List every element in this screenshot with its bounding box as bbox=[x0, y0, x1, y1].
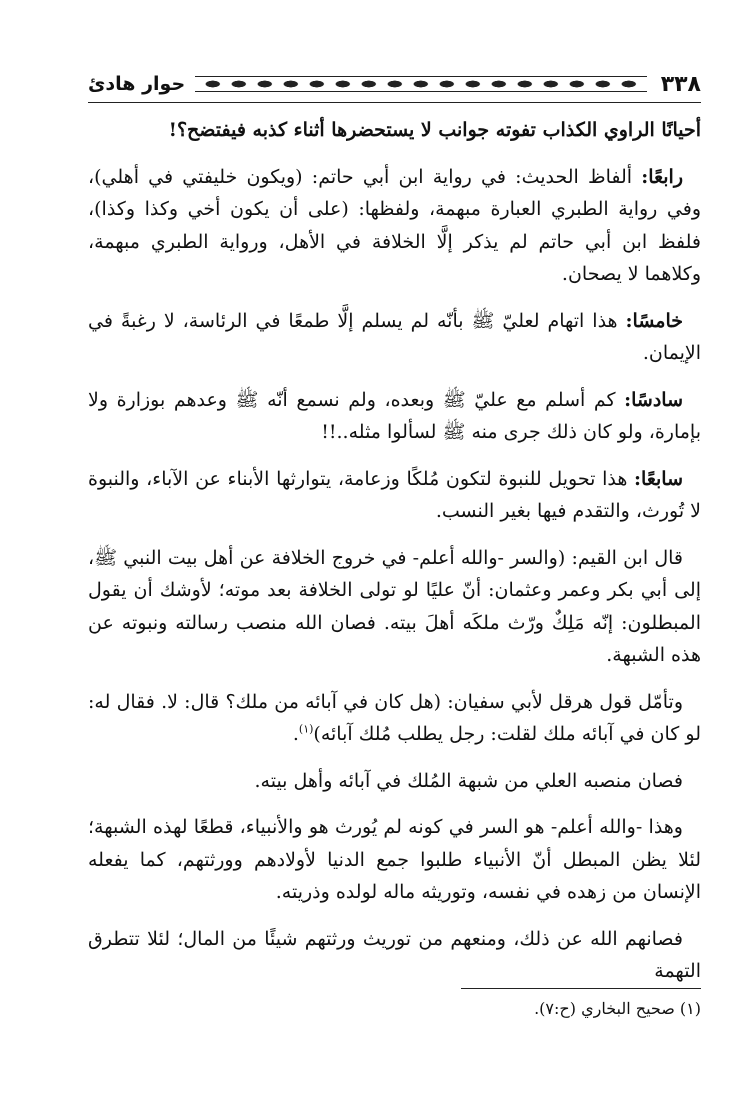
paragraph-text: وهذا -والله أعلم- هو السر في كونه لم يُورث هو والأنبياء، قطعًا لهذه الشبهة؛ لئلا يظن المبطل أنّ الأنبياء طلبوا جمع الدنيا لأولادهم وورثتهم، كما يفعله الإنسان من زهده في نفسه، وتوريثه ماله لولده وذريته. bbox=[88, 816, 701, 903]
paragraph-label: رابعًا: bbox=[641, 165, 683, 188]
paragraph-tail: . bbox=[292, 723, 299, 745]
paragraph bbox=[88, 305, 701, 370]
footnote: (١) صحيح البخاري (ح:٧). bbox=[534, 999, 701, 1018]
main-text bbox=[88, 114, 701, 1002]
paragraph-text: ألفاظ الحديث: في رواية ابن أبي حاتم: (ويكون خليفتي في أهلي)، وفي رواية الطبري العبارة مبهمة، ولفظها: (على أن يكون أخي وكذا وكذا)، فلفظ ابن أبي حاتم لم يذكر إلَّا الخلافة في الأهل، ورواية الطبري مبهمة، وكلاهما لا يصحان. bbox=[88, 165, 701, 285]
footnote-reference[interactable]: (١) bbox=[298, 722, 314, 736]
paragraph-text: فصانهم الله عن ذلك، ومنعهم من توريث ورثتهم شيئًا من المال؛ لئلا تتطرق التهمة bbox=[88, 927, 701, 982]
paragraph bbox=[88, 765, 701, 798]
paragraph-text: أحيانًا الراوي الكذاب تفوته جوانب لا يستحضرها أثناء كذبه فيفتضح؟! bbox=[168, 119, 701, 141]
paragraph-text: هذا تحويل للنبوة لتكون مُلكًا وزعامة، يتوارثها الأبناء عن الآباء، والنبوة لا تُورث، والتقدم فيها بغير النسب. bbox=[88, 467, 701, 522]
paragraph bbox=[88, 811, 701, 909]
paragraph-label: سادسًا: bbox=[624, 388, 683, 411]
paragraph bbox=[88, 923, 701, 988]
ornamental-border bbox=[195, 76, 647, 92]
paragraph-text: وتأمّل قول هرقل لأبي سفيان: (هل كان في آبائه من ملك؟ قال: لا. فقال له: لو كان في آبائه ملك لقلت: رجل يطلب مُلك آبائه) bbox=[88, 690, 701, 745]
paragraph-label: سابعًا: bbox=[634, 467, 683, 490]
paragraph bbox=[88, 384, 701, 449]
page-number: ٣٣٨ bbox=[660, 71, 701, 97]
paragraph-text: كم أسلم مع عليّ ﷺ وبعده، ولم نسمع أنّه ﷺ وعدهم بوزارة ولا بإمارة، ولو كان ذلك جرى منه ﷺ لسألوا مثله..!! bbox=[88, 388, 701, 443]
page-header bbox=[88, 66, 701, 103]
running-title: حوار هادئ bbox=[88, 73, 186, 95]
paragraph-text: فصان منصبه العلي من شبهة المُلك في آبائه وأهل بيته. bbox=[254, 769, 683, 792]
paragraph bbox=[88, 114, 701, 147]
paragraph bbox=[88, 542, 701, 672]
paragraph bbox=[88, 686, 701, 751]
paragraph bbox=[88, 463, 701, 528]
paragraph-label: خامسًا: bbox=[625, 309, 683, 332]
footnote-divider bbox=[461, 988, 701, 989]
paragraph bbox=[88, 161, 701, 291]
paragraph-text: قال ابن القيم: (والسر -والله أعلم- في خروج الخلافة عن أهل بيت النبي ﷺ، إلى أبي بكر وعمر وعثمان: أنّ عليًا لو تولى الخلافة بعد موته؛ لأوشك أن يقول المبطلون: إنّه مَلِكٌ ورّث ملكَه أهلَ بيته. فصان الله منصب رسالته ونبوته عن هذه الشبهة. bbox=[88, 546, 701, 666]
paragraph-text: هذا اتهام لعليّ ﷺ بأنّه لم يسلم إلَّا طمعًا في الرئاسة، لا رغبةً في الإيمان. bbox=[88, 309, 701, 364]
